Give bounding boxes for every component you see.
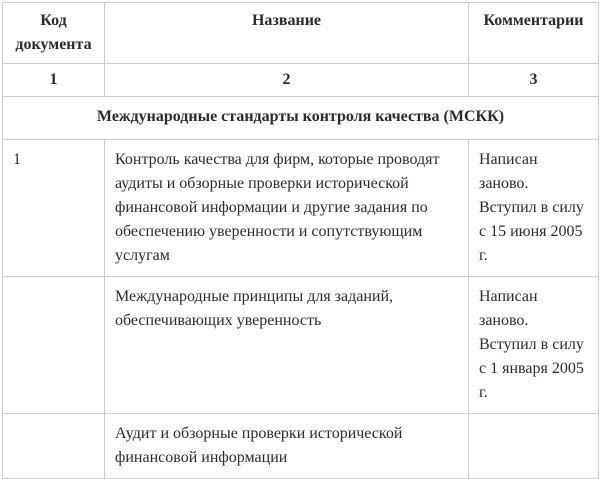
cell-name: Международные принципы для заданий, обеспечивающих уверенность bbox=[105, 277, 469, 414]
cell-comment: Написан заново. Вступил в силу с 1 января 2005 г. bbox=[469, 277, 599, 414]
cell-code bbox=[3, 277, 105, 414]
cell-code bbox=[3, 414, 105, 479]
cell-comment: Написан заново. Вступил в силу с 15 июня 2005 г. bbox=[469, 140, 599, 277]
table-row bbox=[3, 140, 599, 277]
cell-name: Аудит и обзорные проверки исторической финансовой информации bbox=[105, 414, 469, 479]
table-header-row bbox=[3, 3, 599, 64]
column-number-1: 1 bbox=[3, 64, 105, 97]
cell-name: Контроль качества для фирм, которые проводят аудиты и обзорные проверки исторической финансовой информации и другие задания по обеспечению уверенности и сопутствующим услугам bbox=[105, 140, 469, 277]
column-header-code: Код документа bbox=[3, 3, 105, 64]
column-number-2: 2 bbox=[105, 64, 469, 97]
column-number-3: 3 bbox=[469, 64, 599, 97]
section-header-row bbox=[3, 97, 599, 140]
cell-comment bbox=[469, 414, 599, 479]
column-number-row bbox=[3, 64, 599, 97]
standards-table bbox=[2, 2, 599, 479]
table-row bbox=[3, 414, 599, 479]
column-header-comments: Комментарии bbox=[469, 3, 599, 64]
column-header-name: Название bbox=[105, 3, 469, 64]
cell-code: 1 bbox=[3, 140, 105, 277]
table-row bbox=[3, 277, 599, 414]
section-header: Международные стандарты контроля качества (МСКК) bbox=[3, 97, 599, 140]
